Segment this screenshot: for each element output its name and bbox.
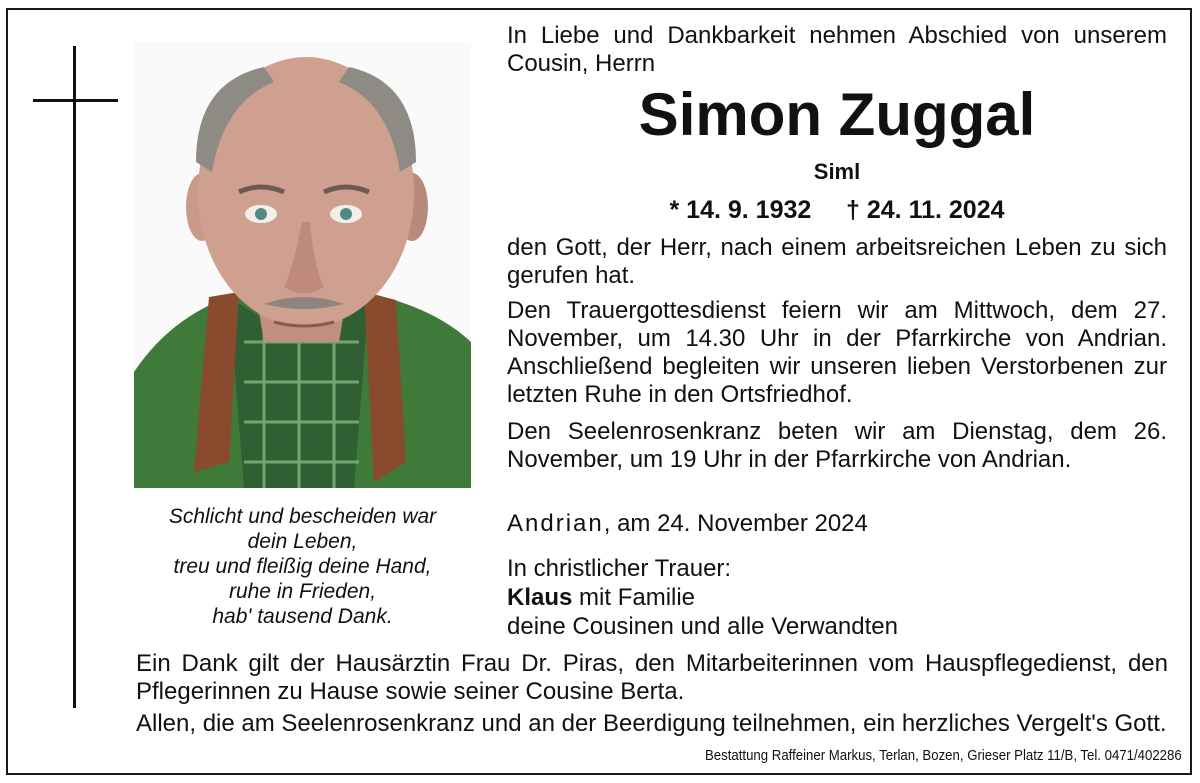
place-town: Andrian	[507, 510, 604, 537]
passing-text: den Gott, der Herr, nach einem arbeitsreichen Leben zu sich gerufen hat.	[507, 234, 1167, 289]
poem-line: treu und fleißig deine Hand,	[173, 555, 432, 578]
mourners	[507, 554, 1167, 641]
mourners-primary	[507, 583, 1167, 612]
mourners-heading: In christlicher Trauer:	[507, 555, 732, 582]
poem-line: hab' tausend Dank.	[212, 605, 393, 628]
life-dates: * 14. 9. 1932 † 24. 11. 2024	[669, 196, 1005, 224]
deceased-name: Simon Zuggal	[638, 81, 1036, 148]
mourner-name: Klaus	[507, 584, 573, 611]
mourner-suffix: mit Familie	[572, 584, 696, 611]
poem-line: Schlicht und bescheiden war	[168, 505, 437, 528]
memorial-poem	[134, 504, 471, 629]
funeral-service-text: Den Trauergottesdienst feiern wir am Mittwoch, dem 27. November, um 14.30 Uhr in der Pfarrkirche von Andrian. Anschließend begleiten wir unseren lieben Verstorbenen zur letzten Ruhe in den Ortsfriedhof.	[507, 297, 1167, 408]
mourners-others: deine Cousinen und alle Verwandten	[507, 613, 898, 640]
place-date-text: , am 24. November 2024	[603, 510, 868, 537]
place-date	[507, 510, 1167, 538]
poem-line: dein Leben,	[247, 530, 358, 553]
closing-text: Allen, die am Seelenrosenkranz und an der Beerdigung teilnehmen, ein herzliches Vergelt's Gott.	[136, 710, 1167, 737]
portrait-photo	[134, 42, 471, 488]
cross-icon-bar	[33, 99, 118, 102]
rosary-text: Den Seelenrosenkranz beten wir am Dienstag, dem 26. November, um 19 Uhr in der Pfarrkirche von Andrian.	[507, 418, 1167, 473]
intro-text: In Liebe und Dankbarkeit nehmen Abschied von unserem Cousin, Herrn	[507, 22, 1167, 77]
poem-line: ruhe in Frieden,	[228, 580, 377, 603]
nickname: Siml	[813, 159, 861, 184]
cross-icon	[73, 46, 76, 708]
funeral-home-footer: Bestattung Raffeiner Markus, Terlan, Bozen, Grieser Platz 11/B, Tel. 0471/402286	[705, 747, 1182, 764]
thanks-text: Ein Dank gilt der Hausärztin Frau Dr. Piras, den Mitarbeiterinnen vom Hauspflegedienst, den Pflegerinnen zu Hause sowie seiner Cousine Berta.	[136, 650, 1168, 705]
